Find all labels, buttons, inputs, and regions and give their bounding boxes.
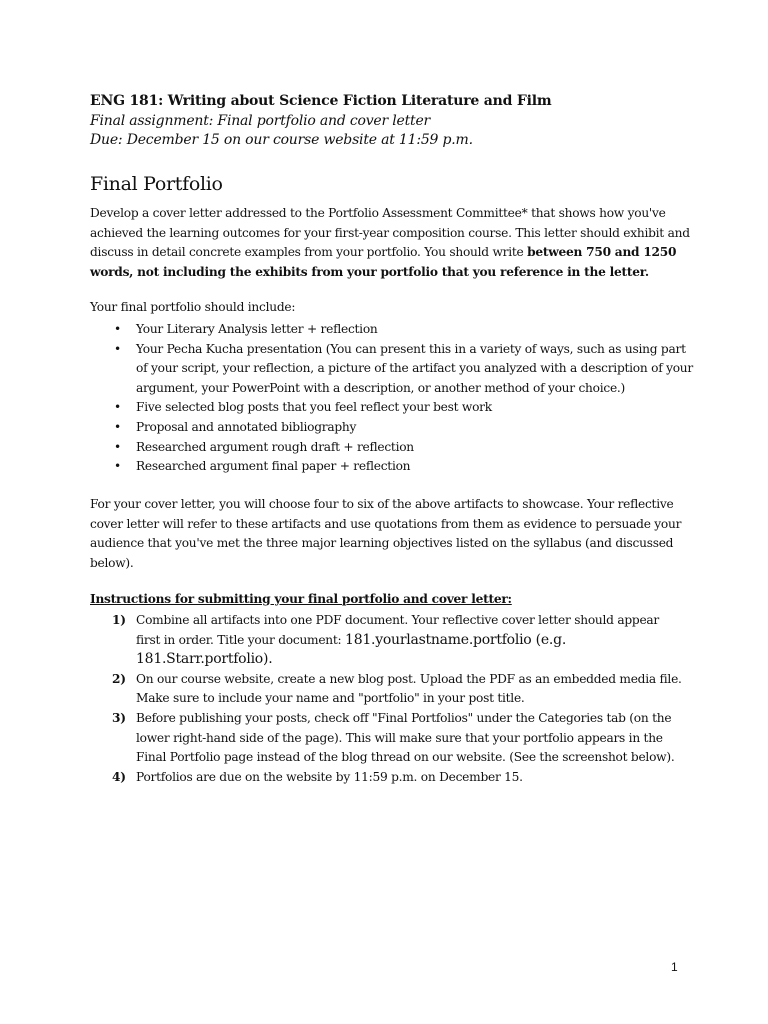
intro-word-count: between 750 and 1250 words, not including the exhibits from your portfolio that you reference in the letter. xyxy=(90,245,677,279)
step-number: 3) xyxy=(112,710,126,725)
assignment-line: Final assignment: Final portfolio and cover letter xyxy=(90,113,431,129)
course-title: ENG 181: Writing about Science Fiction Literature and Film xyxy=(90,93,552,109)
step-text: On our course website, create a new blog post. Upload the PDF as an embedded media file. Make sure to include your name and "portfolio" in your post title. xyxy=(136,671,682,706)
list-item: • Your Pecha Kucha presentation (You can present this in a variety of ways, such as using part of your script, your reflection, a picture of the artifact you analyzed with a description of your argument, your PowerPoint with a description, or another method of your choice.) xyxy=(114,340,694,399)
list-item xyxy=(112,709,682,768)
filename-example: 181.yourlastname.portfolio (e.g. 181.Starr.portfolio). xyxy=(136,631,567,668)
intro-paragraph xyxy=(90,204,690,282)
cover-letter-paragraph: For your cover letter, you will choose four to six of the above artifacts to showcase. Your reflective cover letter will refer to these artifacts and use quotations from them as evidence to persuade your audience that you've met the three major learning objectives listed on the syllabus (and discussed below). xyxy=(90,497,682,570)
list-item: • Researched argument final paper + reflection xyxy=(114,457,694,477)
list-item: • Five selected blog posts that you feel reflect your best work xyxy=(114,398,694,418)
step-number: 1) xyxy=(112,613,126,627)
step-text: Combine all artifacts into one PDF document. Your reflective cover letter should appear first in order. Title your document: xyxy=(136,613,660,647)
step-text: Portfolios are due on the website by 11:59 p.m. on December 15. xyxy=(136,769,523,784)
instructions-heading: Instructions for submitting your final portfolio and cover letter: xyxy=(90,592,512,606)
intro-text: Develop a cover letter addressed to the Portfolio Assessment Committee* that shows how you've achieved the learning outcomes for your first-year composition course. This letter should exhibit and discuss in detail concrete examples from your portfolio. You should write xyxy=(90,206,690,260)
step-number: 2) xyxy=(112,671,126,686)
list-item: • Your Literary Analysis letter + reflection xyxy=(114,320,694,340)
include-label: Your final portfolio should include: xyxy=(90,300,296,314)
section-title: Final Portfolio xyxy=(90,173,223,195)
list-item xyxy=(112,768,682,788)
portfolio-items-list xyxy=(114,320,694,477)
list-item xyxy=(112,670,682,709)
page-number: 1 xyxy=(671,960,678,974)
list-item: • Researched argument rough draft + reflection xyxy=(114,438,694,458)
due-line: Due: December 15 on our course website at 11:59 p.m. xyxy=(90,132,473,148)
instructions-list xyxy=(112,611,682,787)
list-item xyxy=(112,611,682,670)
step-number: 4) xyxy=(112,769,126,784)
step-text: Before publishing your posts, check off "Final Portfolios" under the Categories tab (on the lower right-hand side of the page). This will make sure that your portfolio appears in the Final Portfolio page instead of the blog thread on our website. (See the screenshot below). xyxy=(136,710,675,765)
list-item: • Proposal and annotated bibliography xyxy=(114,418,694,438)
